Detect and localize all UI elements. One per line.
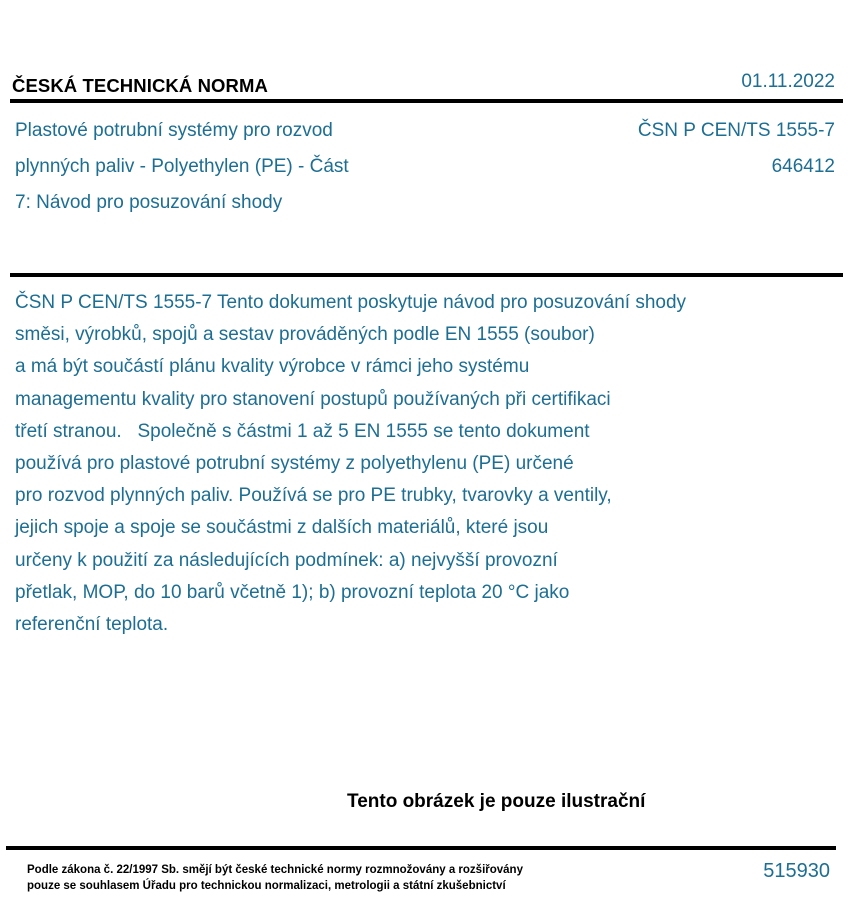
legal-notice <box>27 862 523 894</box>
abstract-line: a má být součástí plánu kvality výrobce v rámci jeho systému <box>15 356 530 378</box>
abstract-line: používá pro plastové potrubní systémy z polyethylenu (PE) určené <box>15 453 574 475</box>
publication-date: 01.11.2022 <box>741 71 835 92</box>
document-title <box>15 113 415 221</box>
document-identifiers <box>638 113 835 185</box>
bottom-divider <box>6 846 836 850</box>
abstract-line: pro rozvod plynných paliv. Používá se pro PE trubky, tvarovky a ventily, <box>15 485 612 507</box>
classification-number: 646412 <box>771 156 835 177</box>
abstract-line: směsi, výrobků, spojů a sestav prováděných podle EN 1555 (soubor) <box>15 324 595 346</box>
abstract-text <box>15 287 815 641</box>
abstract-line: jejich spoje a spoje se součástmi z dalších materiálů, které jsou <box>15 517 549 539</box>
legal-notice-line: pouze se souhlasem Úřadu pro technickou normalizaci, metrologii a státní zkušebnictví <box>27 880 506 892</box>
illustration-note: Tento obrázek je pouze ilustrační <box>347 791 646 812</box>
standard-code: ČSN P CEN/TS 1555-7 <box>637 120 835 141</box>
abstract-line: určeny k použití za následujících podmínek: a) nejvyšší provozní <box>15 549 558 571</box>
abstract-line: ČSN P CEN/TS 1555-7 Tento dokument poskytuje návod pro posuzování shody <box>15 292 687 313</box>
norm-heading: ČESKÁ TECHNICKÁ NORMA <box>12 75 268 96</box>
document-title-line: 7: Návod pro posuzování shody <box>15 192 283 213</box>
top-divider <box>10 99 843 103</box>
abstract-line: managementu kvality pro stanovení postupů používaných při certifikaci <box>15 388 611 410</box>
document-title-line: plynných paliv - Polyethylen (PE) - Část <box>15 156 349 177</box>
document-number: 515930 <box>763 860 830 882</box>
legal-notice-line: Podle zákona č. 22/1997 Sb. smějí být české technické normy rozmnožovány a rozšiřovány <box>27 864 523 876</box>
abstract-line: referenční teplota. <box>15 614 169 636</box>
abstract-line: přetlak, MOP, do 10 barů včetně 1); b) provozní teplota 20 °C jako <box>15 581 570 603</box>
middle-divider <box>10 273 843 277</box>
abstract-line: třetí stranou. Společně s částmi 1 až 5 EN 1555 se tento dokument <box>15 420 590 442</box>
document-title-line: Plastové potrubní systémy pro rozvod <box>15 120 333 141</box>
